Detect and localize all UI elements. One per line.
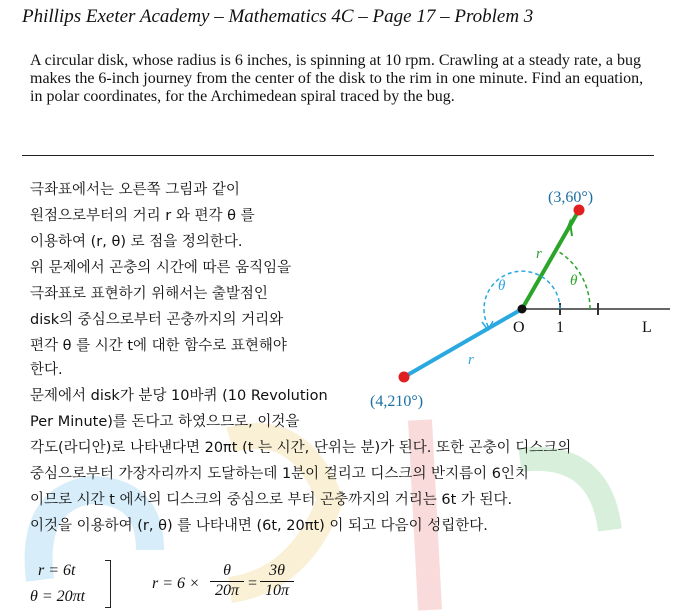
- point-b: [399, 372, 410, 383]
- explanation-line: 편각 θ 를 시간 t에 대한 함수로 표현해야: [30, 338, 287, 354]
- explanation-line: Per Minute)를 돈다고 하였으므로, 이것을: [30, 414, 300, 430]
- one-label: 1: [556, 319, 564, 336]
- L-label: L: [642, 319, 652, 336]
- radius-blue: [404, 309, 522, 377]
- theta-label-green: θ: [570, 273, 578, 289]
- explanation-line: 원점으로부터의 거리 r 와 편각 θ 를: [30, 208, 255, 224]
- fraction-1: [210, 562, 244, 600]
- fraction-2-denominator: 10π: [264, 582, 289, 599]
- page-title: Phillips Exeter Academy – Mathematics 4C – Page 17 – Problem 3: [22, 6, 534, 27]
- explanation-line: 극좌표에서는 오른쪽 그림과 같이: [30, 182, 240, 198]
- equation-r-prefix: r = 6 ×: [152, 575, 200, 592]
- origin-label: O: [513, 319, 525, 336]
- explanation-line: 이므로 시간 t 에서의 디스크의 중심으로 부터 곤충까지의 거리는 6t 가 된다.: [30, 492, 513, 508]
- divider: [22, 155, 654, 156]
- explanation-line: 한다.: [30, 362, 63, 378]
- explanation-line: 중심으로부터 가장자리까지 도달하는데 1분이 걸리고 디스크의 반지름이 6인치: [30, 466, 529, 482]
- fraction-1-denominator: 20π: [214, 582, 239, 599]
- explanation-line: disk의 중심으로부터 곤충까지의 거리와: [30, 312, 284, 328]
- equals-sign: =: [248, 575, 258, 592]
- point-b-label: (4,210°): [370, 393, 424, 410]
- point-a: [574, 205, 585, 216]
- fraction-2-numerator: 3θ: [260, 562, 294, 582]
- problem-statement: A circular disk, whose radius is 6 inches, is spinning at 10 rpm. Crawling at a steady rate, a bug makes the 6-inch journey from the center of the disk to the rim in one minute. Find an equation, in polar coordinates, for the Archimedean spiral traced by the bug.: [30, 52, 644, 105]
- equation-theta: θ = 20πt: [30, 588, 86, 605]
- bracket: [105, 560, 111, 608]
- explanation-line: 문제에서 disk가 분당 10바퀴 (10 Revolution: [30, 388, 328, 404]
- r-label-blue: r: [468, 352, 474, 368]
- explanation-line: 각도(라디안)로 나타낸다면 20πt (t 는 시간, 단위는 분)가 된다. 또한 곤충이 디스크의: [30, 440, 572, 456]
- equation-r: r = 6t: [38, 562, 76, 579]
- point-a-label: (3,60°): [548, 189, 594, 206]
- point-origin: [518, 305, 527, 314]
- polar-diagram: [360, 170, 680, 420]
- fraction-2: [260, 562, 294, 600]
- explanation-line: 극좌표로 표현하기 위해서는 출발점인: [30, 286, 268, 302]
- explanation-line: 이용하여 (r, θ) 로 점을 정의한다.: [30, 234, 243, 250]
- theta-label-blue: θ: [498, 278, 506, 294]
- explanation-line: 위 문제에서 곤충의 시간에 따른 움직임을: [30, 260, 292, 276]
- r-label-green: r: [536, 246, 542, 262]
- explanation-line: 이것을 이용하여 (r, θ) 를 나타내면 (6t, 20πt) 이 되고 다음이 성립한다.: [30, 518, 488, 534]
- fraction-1-numerator: θ: [210, 562, 244, 582]
